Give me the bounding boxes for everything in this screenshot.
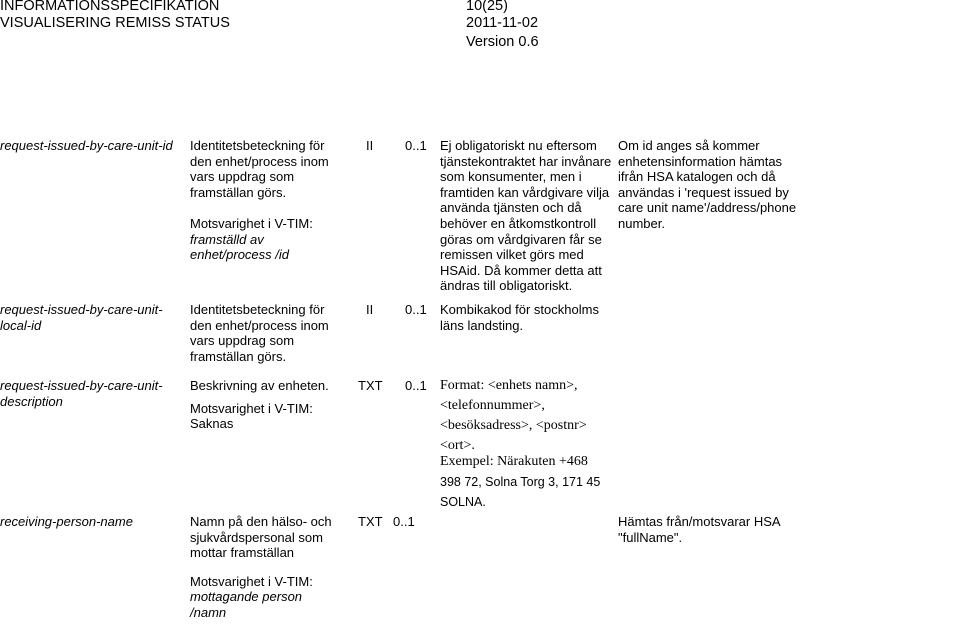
page-number: 10(25) <box>466 0 508 14</box>
row2-attr-name: request-issued-by-care-unit- local-id <box>0 302 163 333</box>
doc-version: Version 0.6 <box>466 34 539 50</box>
doc-subtitle: VISUALISERING REMISS STATUS <box>0 15 230 31</box>
doc-date: 2011-11-02 <box>466 15 539 31</box>
row2-type: II <box>366 302 374 317</box>
row4-comment: Hämtas från/motsvarar HSA "fullName". <box>618 514 781 545</box>
row1-cardinality: 0..1 <box>405 138 427 153</box>
row3-format: Format: <enhets namn>, <telefonnummer>, <besöksadress>, <postnr> <ort>. <box>440 378 587 453</box>
row2-description: Identitetsbeteckning för den enhet/process inom vars uppdrag som framställan görs. <box>190 302 329 364</box>
row3-description: Beskrivning av enheten. Motsvarighet i V-TIM: Saknas <box>190 378 329 432</box>
row2-cardinality: 0..1 <box>405 302 427 317</box>
row4-description: Namn på den hälso- och sjukvårdspersonal som mottar framställan Motsvarighet i V-TIM: mottagande person /namn <box>190 514 332 620</box>
row1-type: II <box>366 138 374 153</box>
row3-attr-name: request-issued-by-care-unit- description <box>0 378 163 409</box>
row1-comment: Om id anges så kommer enhetensinformation hämtas ifrån HSA katalogen och då användas i 'request issued by care unit name'/address/phone number. <box>618 138 797 231</box>
row1-description: Identitetsbeteckning för den enhet/process inom vars uppdrag som framställan görs. Motsvarighet i V-TIM: framställd av enhet/process /id <box>190 138 329 263</box>
row2-rule: Kombikakod för stockholms läns landsting. <box>440 302 599 333</box>
row4-cardinality: 0..1 <box>393 514 415 529</box>
row3-type: TXT <box>358 378 383 393</box>
row1-attr-name: request-issued-by-care-unit-id <box>0 138 173 153</box>
row3-example: Exempel: Närakuten +468 398 72, Solna Torg 3, 171 45 SOLNA. <box>440 454 601 509</box>
doc-type: INFORMATIONSSPECIFIKATION <box>0 0 220 14</box>
row4-type: TXT <box>358 514 383 529</box>
row3-cardinality: 0..1 <box>405 378 427 393</box>
row4-attr-name: receiving-person-name <box>0 514 133 529</box>
row1-rule: Ej obligatoriskt nu eftersom tjänstekontraktet har invånare som konsumenter, men i framtiden kan vårdgivare vilja använda tjänsten och då behöver en åtkomstkontroll göras om vårdgivaren får se remissen vilket görs med HSAid. Då kommer detta att ändras till obligatoriskt. <box>440 138 612 294</box>
